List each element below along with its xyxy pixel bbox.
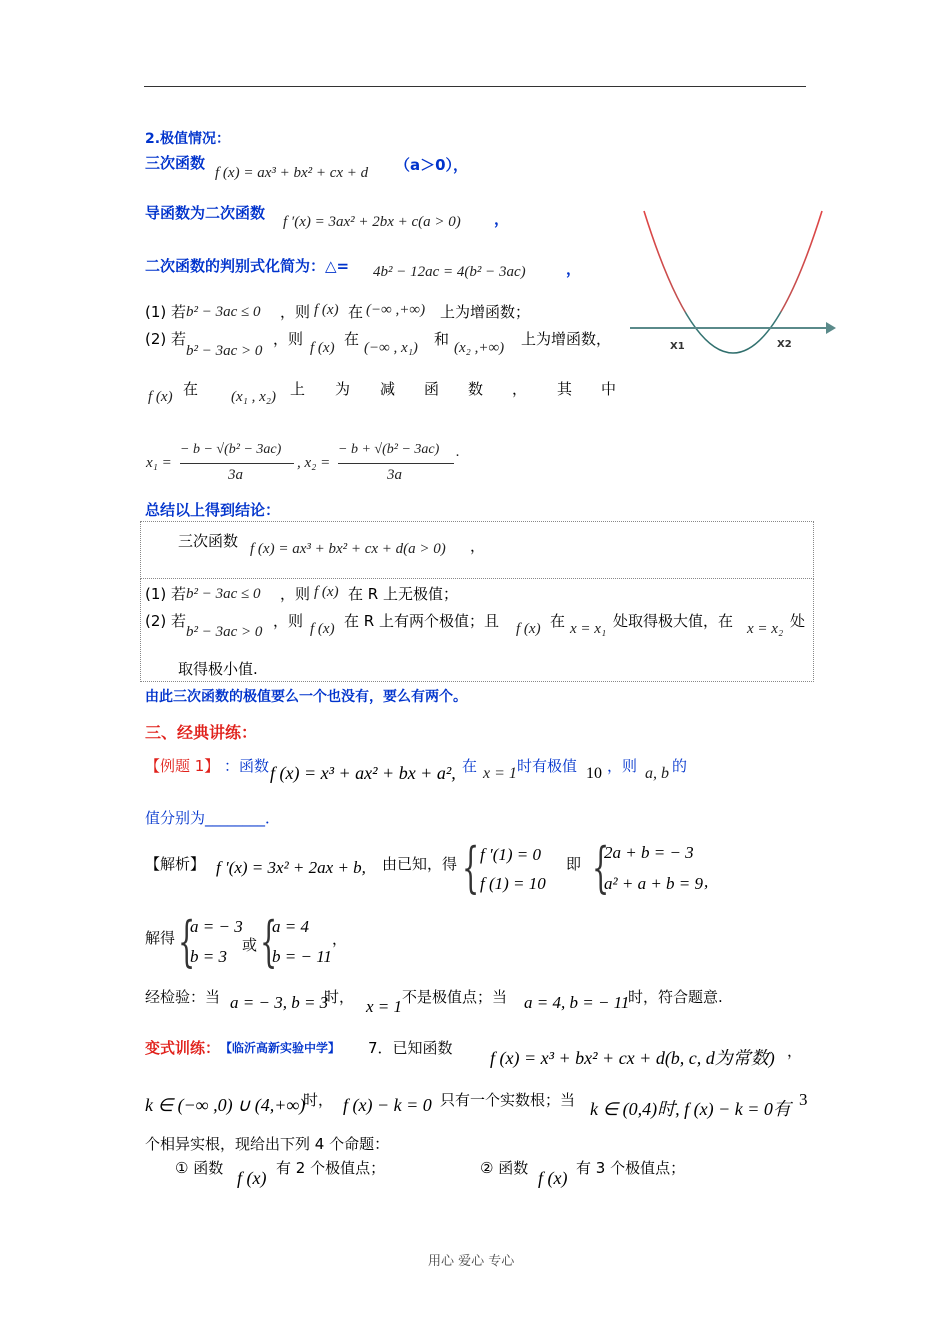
k-shi: 时， (303, 1091, 334, 1109)
s2-chu: 处 (790, 612, 806, 630)
solve-tail: ， (332, 930, 348, 948)
s2-condition: b² − 3ac > 0 (186, 624, 263, 640)
case1-text3: 上为增函数； (440, 303, 531, 321)
box1-label: 三次函数 (178, 532, 239, 550)
s2-prefix: (2) 若 (145, 612, 187, 630)
solution-tag: 【解析】 (145, 855, 206, 873)
derivative-tail: ， (494, 210, 510, 228)
derivative-formula: f ′(x) = 3ax² + 2bx + c(a > 0) (283, 214, 461, 230)
solve-a2: a = 4 (272, 917, 309, 936)
x2-lhs: , x₂ = (297, 455, 331, 471)
cubic-label: 三次函数 (145, 154, 206, 172)
x2-graph-label: X2 (777, 339, 792, 350)
solution-formula: f ′(x) = 3x² + 2ax + b, (216, 858, 366, 877)
variant-tail: ， (787, 1042, 803, 1060)
x1-fraction-bar (180, 463, 294, 464)
example1-x: x = 1 (483, 765, 517, 782)
example1-formula: f (x) = x³ + ax² + bx + a², (270, 763, 456, 783)
solve-a1: a = − 3 (190, 917, 243, 936)
k-equation1: f (x) − k = 0 (343, 1095, 432, 1115)
case1-text2: 在 (348, 303, 364, 321)
line3-char-6: 其 (557, 380, 573, 398)
s1-prefix: (1) 若 (145, 585, 187, 603)
case2-interval2: (x₂ ,+∞) (454, 340, 505, 356)
variant-formula: f (x) = x³ + bx² + cx + d(b, c, d为常数) (490, 1048, 775, 1068)
solution-sys1-a: f ′(1) = 0 (480, 845, 541, 864)
example1-text2: ，则 (607, 757, 638, 775)
line3-char-1: 为 (335, 380, 351, 398)
s2-text2: 在 R 上有两个极值；且 (344, 612, 499, 630)
s2-fx: f (x) (310, 621, 335, 637)
s2-line2: 取得极小值. (178, 660, 258, 678)
s2-x2: x = x₂ (747, 621, 784, 637)
discriminant-tail: ， (566, 260, 582, 278)
case1-fx: f (x) (314, 302, 339, 318)
s1-text: ，则 (280, 585, 311, 603)
box1-formula: f (x) = ax³ + bx² + cx + d(a > 0) (250, 541, 446, 557)
check-shi: 时， (324, 988, 355, 1006)
x1-numerator: − b − √(b² − 3ac) (180, 442, 282, 457)
case2-fx: f (x) (310, 340, 335, 356)
case2-prefix: (2) 若 (145, 330, 187, 348)
case2-and: 和 (434, 330, 450, 348)
k-line2: 个相异实根，现给出下列 4 个命题： (145, 1135, 390, 1153)
header-rule (144, 86, 806, 87)
s1-text2: 在 R 上无极值； (348, 585, 458, 603)
k-condition2: k ∈ (0,4)时, f (x) − k = 0有 (590, 1099, 791, 1119)
section-heading: 2.极值情况： (145, 131, 231, 147)
s2-zai: 在 (550, 612, 566, 630)
x1-graph-label: X1 (670, 341, 685, 352)
line3-char-0: 上 (290, 380, 306, 398)
k-text: 只有一个实数根；当 (440, 1091, 576, 1109)
variant-tag: 变式训练： (145, 1039, 221, 1057)
parabola-graph (630, 205, 840, 385)
section3-heading: 三、经典讲练： (145, 723, 258, 742)
x1-denominator: 3a (228, 467, 243, 483)
x-axis-arrow-icon (826, 322, 836, 334)
k-condition1: k ∈ (−∞ ,0) ∪ (4,+∞) (145, 1095, 306, 1115)
check-condition2: a = 4, b = − 11 (524, 993, 630, 1012)
case2-text2: 在 (344, 330, 360, 348)
derivative-label: 导函数为二次函数 (145, 204, 266, 222)
case2-text1: ，则 (273, 330, 304, 348)
proposition2-text: 有 3 个极值点； (576, 1159, 686, 1177)
solve-b2: b = − 11 (272, 947, 332, 966)
solve-or: 或 (242, 936, 258, 954)
check-condition1: a = − 3, b = 3 (230, 993, 329, 1012)
line3-char-2: 减 (380, 380, 396, 398)
box1-tail: ， (470, 537, 486, 555)
s2-text3: 处取得极大值，在 (613, 612, 734, 630)
k-three: 3 (799, 1090, 808, 1109)
conclusion: 由此三次函数的极值要么一个也没有，要么有两个。 (145, 689, 467, 705)
line3-zai: 在 (183, 380, 199, 398)
example1-line2: 值分别为________． (145, 809, 281, 827)
summary-heading: 总结以上得到结论： (145, 501, 281, 519)
discriminant-label: 二次函数的判别式化简为：△= (145, 257, 350, 275)
page-footer: 用心 爱心 专心 (428, 1254, 515, 1269)
x1-lhs: x₁ = (146, 455, 172, 471)
x2-denominator: 3a (387, 467, 402, 483)
proposition1-text: 有 2 个极值点； (276, 1159, 386, 1177)
case2-text3: 上为增函数， (521, 330, 612, 348)
solve-brace-1: { (178, 910, 196, 973)
check-text2: 时，符合题意. (628, 988, 723, 1006)
case2-condition: b² − 3ac > 0 (186, 343, 263, 359)
s1-fx: f (x) (314, 584, 339, 600)
line3-char-4: 数 (468, 380, 484, 398)
solution-sys2-tail: , (704, 872, 709, 891)
proposition2-label: ② 函数 (480, 1159, 529, 1177)
example1-text: 时有极值 (517, 757, 578, 775)
x2-numerator: − b + √(b² − 3ac) (338, 442, 440, 457)
x2-fraction-bar (338, 463, 454, 464)
s1-condition: b² − 3ac ≤ 0 (186, 586, 261, 602)
cubic-condition: （a＞0）， (395, 156, 469, 174)
discriminant-formula: 4b² − 12ac = 4(b² − 3ac) (373, 264, 526, 280)
case2-interval1: (−∞ , x₁) (364, 340, 418, 356)
case1-text1: ，则 (280, 303, 311, 321)
example1-tag: 【例题 1】 (145, 757, 220, 775)
variant-intro: 7．已知函数 (368, 1039, 453, 1057)
proposition2-fx: f (x) (538, 1168, 568, 1188)
example1-value: 10 (586, 765, 602, 782)
solve-brace-2: { (260, 910, 278, 973)
x-tail: . (456, 444, 460, 460)
check-text: 不是极值点；当 (402, 988, 508, 1006)
line3-char-5: ， (512, 380, 528, 398)
variant-source: 【临沂高新实验中学】 (220, 1041, 341, 1055)
solution-sys2-b: a² + a + b = 9 (604, 874, 704, 893)
check-x: x = 1 (366, 997, 403, 1016)
case1-prefix: (1) 若 (145, 303, 187, 321)
s2-x1: x = x₁ (570, 621, 607, 637)
example1-intro: ：函数 (224, 757, 270, 775)
line3-fx: f (x) (148, 389, 173, 405)
cubic-formula: f (x) = ax³ + bx² + cx + d (215, 165, 369, 181)
solution-ji: 即 (566, 855, 582, 873)
example1-de: 的 (672, 757, 688, 775)
solution-brace-2: { (592, 836, 610, 899)
solution-sys1-b: f (1) = 10 (480, 874, 546, 893)
proposition1-label: ① 函数 (175, 1159, 224, 1177)
check-label: 经检验：当 (145, 988, 221, 1006)
line3-char-7: 中 (601, 380, 617, 398)
parabola-curve (644, 211, 822, 353)
line3-char-3: 函 (424, 380, 440, 398)
case1-condition: b² − 3ac ≤ 0 (186, 304, 261, 320)
solve-label: 解得 (145, 929, 176, 947)
case1-interval: (−∞ ,+∞) (366, 302, 426, 318)
s2-text: ，则 (273, 612, 304, 630)
solve-b1: b = 3 (190, 947, 227, 966)
example1-ab: a, b (645, 765, 669, 782)
example1-zai: 在 (462, 757, 478, 775)
solution-brace-1: { (462, 836, 480, 899)
solution-text: 由已知，得 (382, 855, 458, 873)
solution-sys2-a: 2a + b = − 3 (604, 843, 694, 862)
line3-interval: (x₁ , x₂) (231, 389, 276, 405)
proposition1-fx: f (x) (237, 1168, 267, 1188)
s2-fx2: f (x) (516, 621, 541, 637)
